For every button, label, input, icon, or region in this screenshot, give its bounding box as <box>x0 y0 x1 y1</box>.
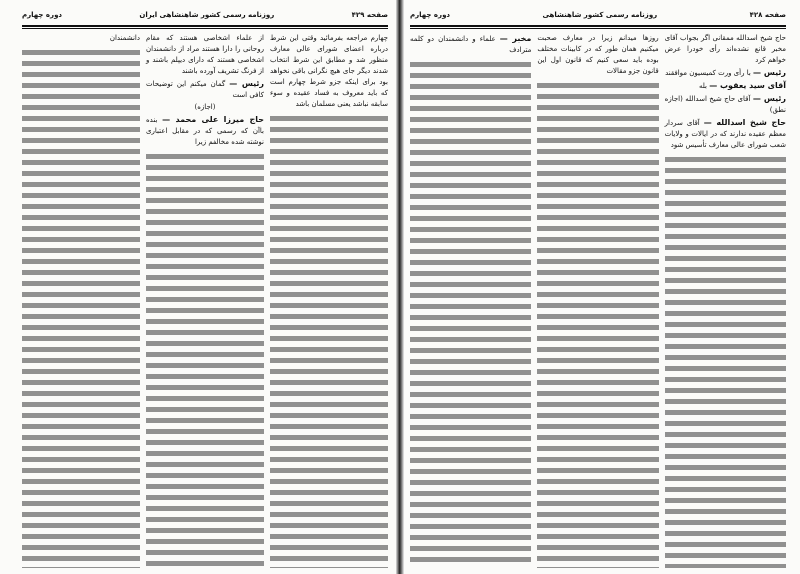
paragraph-text: گمان میکنم این توضیحات کافی است <box>146 80 264 99</box>
paragraph <box>665 93 786 116</box>
paragraph <box>146 78 264 101</box>
newspaper-title: روزنامه رسمی کشور شاهنشاهی ایران <box>139 11 275 19</box>
page-header <box>22 8 388 22</box>
page-428 <box>404 0 800 574</box>
paragraph-text: با رأی ورت کمیسیون موافقند <box>665 69 751 77</box>
volume-label: دوره چهارم <box>410 11 451 19</box>
body-text-lines <box>537 80 658 568</box>
paragraph <box>410 33 531 56</box>
paragraph <box>270 33 388 110</box>
page-number: صفحه ۴۲۸ <box>749 11 786 19</box>
text-column <box>270 33 388 568</box>
text-column <box>22 33 140 568</box>
paragraph <box>665 67 786 79</box>
paragraph-text: از علماء اشخاصی هستند که مقام روحانی را دارا هستند مراد از دانشمندان اشخاصی هستند که دارای دیپلم باشند و از فرنگ تشریف آورده باشند <box>146 34 264 75</box>
text-column <box>410 33 531 568</box>
header-rule <box>410 25 786 29</box>
paragraph <box>22 33 140 44</box>
page-number: صفحه ۴۲۹ <box>351 11 388 19</box>
body-text-lines <box>22 47 140 568</box>
page-header <box>410 8 786 22</box>
paragraph <box>146 114 264 148</box>
body-text-lines <box>665 154 786 568</box>
paragraph-text: علماء و دانشمندان دو کلمه مترادف <box>410 35 532 54</box>
binding-gutter <box>396 0 404 574</box>
paragraph <box>537 33 658 77</box>
speaker-name: رئیس — <box>229 79 265 88</box>
body-text-lines <box>146 151 264 568</box>
paragraph <box>146 33 264 77</box>
header-rule <box>22 25 388 29</box>
text-columns <box>410 33 786 568</box>
paragraph-text: آقای حاج شیخ اسدالله (اجازه نطق) <box>664 95 786 114</box>
page-429 <box>0 0 396 574</box>
text-columns <box>22 33 388 568</box>
paragraph-text: دانشمندان <box>109 34 140 42</box>
paragraph-text: چهارم مراجعه بفرمائید وقتی این شرط درباره اعضای شورای عالی معارف منظور شد و مطابق این شرط انتخاب شدند دیگر جای هیچ نگرانی باقی نخواهد بود برای اینکه جزو شرط چهارم است که باید معروف به فساد عقیده و سوء سابقه نباشد یعنی مسلمان باشد <box>270 34 388 108</box>
paragraph <box>665 33 786 66</box>
paragraph <box>665 117 786 151</box>
paragraph <box>146 102 264 113</box>
text-column <box>146 33 264 568</box>
newspaper-title: روزنامه رسمی کشور شاهنشاهی <box>542 11 658 19</box>
body-text-lines <box>270 113 388 568</box>
speaker-name: مخبر — <box>499 34 532 43</box>
speaker-name: آقای سید یعقوب — <box>709 81 786 90</box>
paragraph-text: روزها میدانم زیرا در معارف صحبت میکنیم همان طور که در کابینات مختلف بوده باید سعی کنیم که قانون اول این قانون جزو مقالات <box>537 34 659 75</box>
speaker-name: حاج میرزا علی محمد — <box>162 115 264 124</box>
text-column <box>537 33 658 568</box>
text-column <box>665 33 786 568</box>
volume-label: دوره چهارم <box>22 11 63 19</box>
speaker-name: رئیس — <box>753 68 786 77</box>
paragraph-text: حاج شیخ اسدالله ممقانی اگر بجواب آقای مخبر قانع نشده‌اند رأی خودرا عرض خواهم کرد <box>664 34 786 64</box>
paragraph-text: بنده باآن که رسمی که در مقابل اعتباری نوشته شده مخالفم زیرا <box>146 116 264 146</box>
paragraph-text: آقای سردار معظم عقیده ندارند که در ایالات و ولایات شعب شورای عالی معارف تأسیس شود <box>664 119 786 149</box>
paragraph-text: بله <box>698 82 707 90</box>
speaker-name: رئیس — <box>752 94 786 103</box>
paragraph-text: (اجازه) <box>194 103 216 111</box>
paragraph <box>665 80 786 92</box>
speaker-name: حاج شیخ اسدالله — <box>703 118 786 127</box>
body-text-lines <box>410 59 531 568</box>
